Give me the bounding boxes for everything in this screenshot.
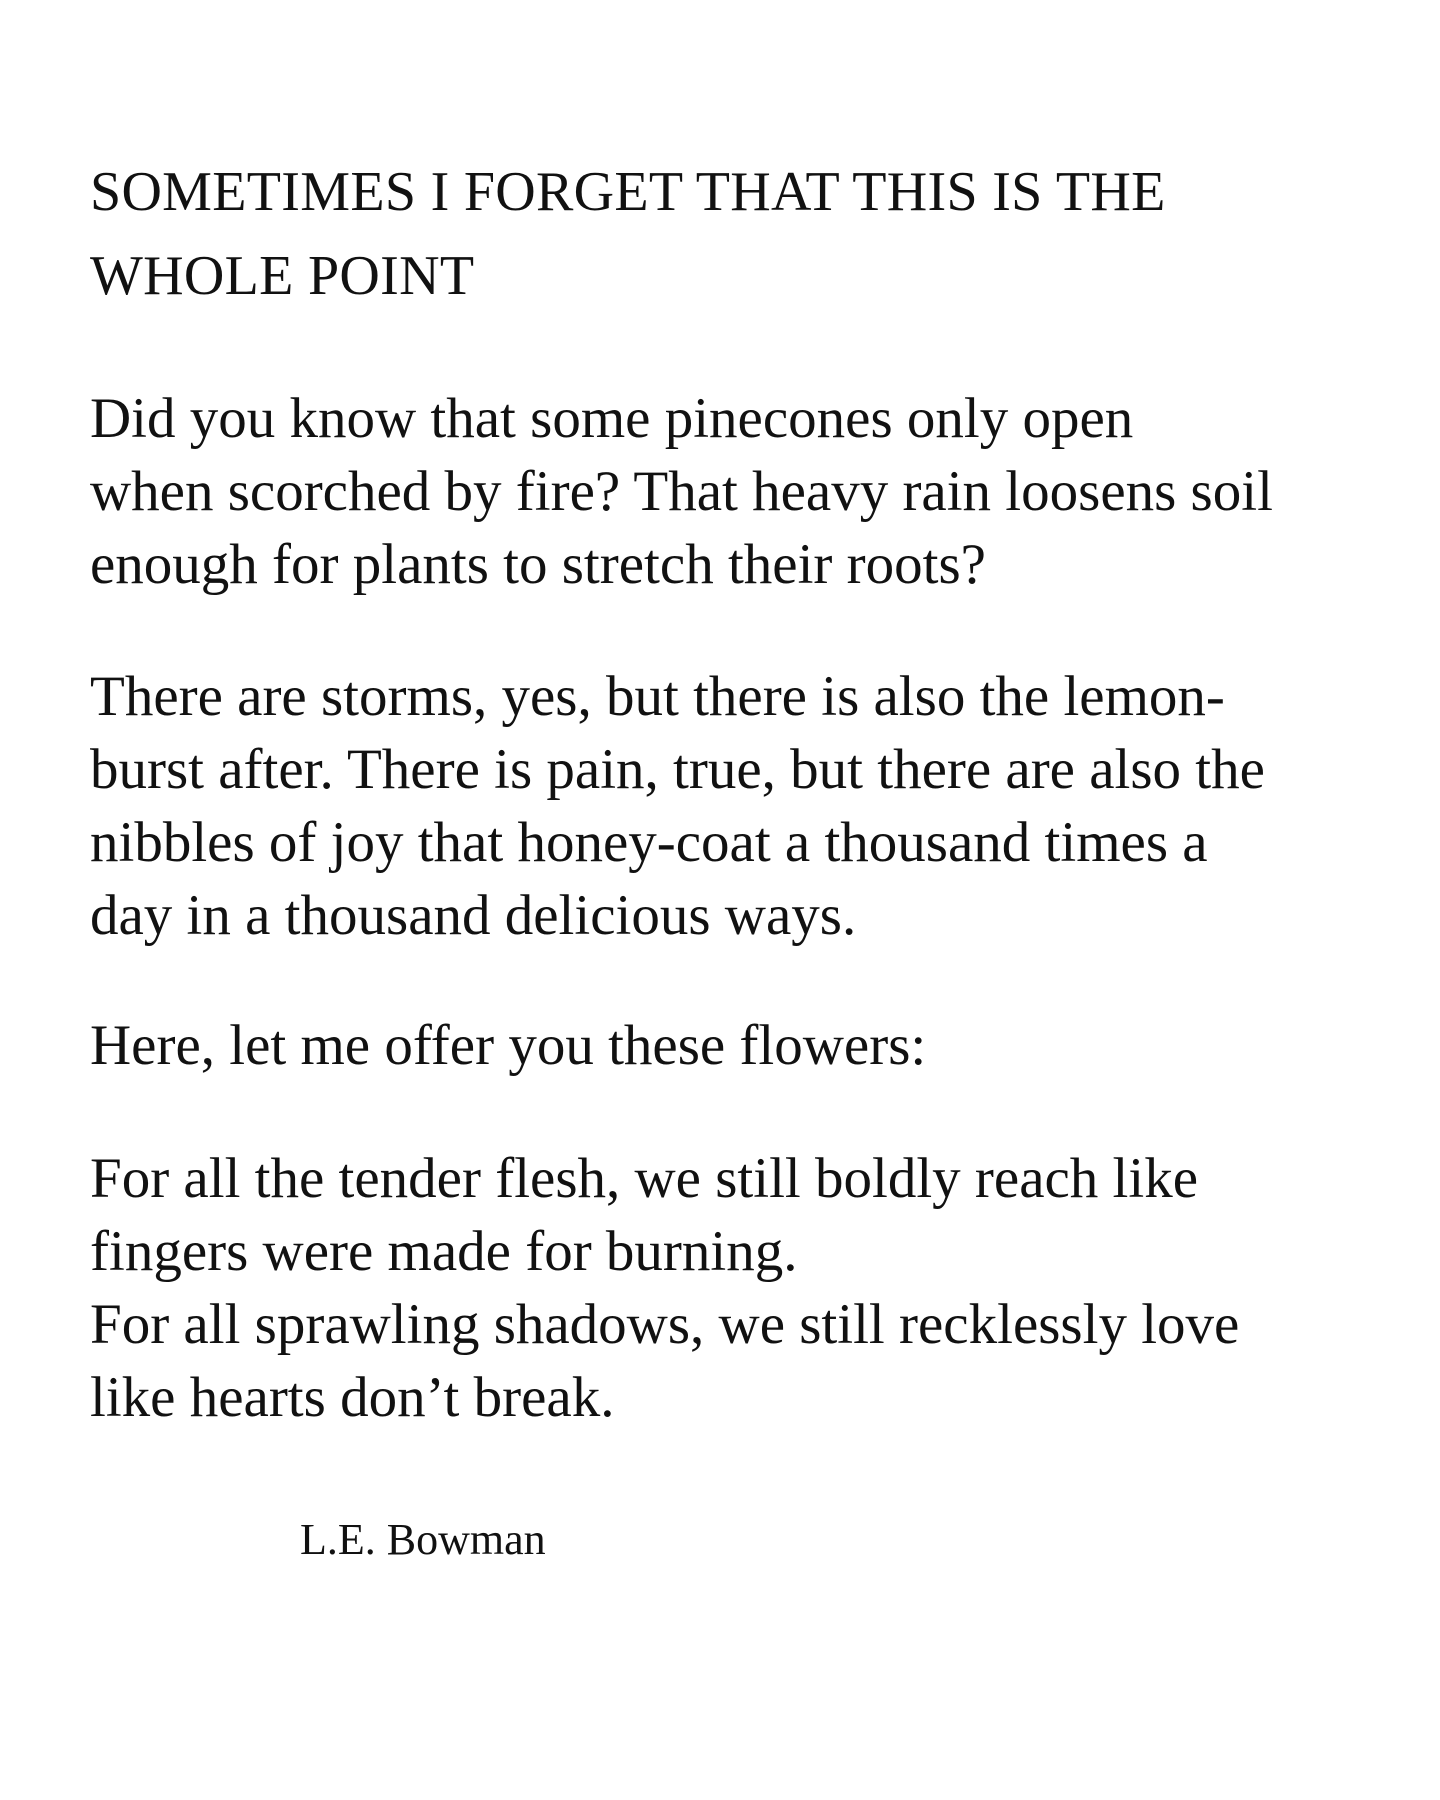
poem-title — [90, 150, 1390, 318]
poem-line: nibbles of joy that honey-coat a thousand times a — [90, 811, 1208, 874]
poem-line: day in a thousand delicious ways. — [90, 884, 857, 947]
author-name: L.E. Bowman — [300, 1515, 546, 1564]
poem-line: like hearts don’t break. — [90, 1366, 615, 1429]
poem-line: when scorched by fire? That heavy rain loosens soil — [90, 460, 1273, 523]
poem-line: For all the tender flesh, we still boldly reach like — [90, 1147, 1199, 1210]
title-line: SOMETIMES I FORGET THAT THIS IS THE — [90, 161, 1166, 223]
poem-line: For all sprawling shadows, we still recklessly love — [90, 1293, 1240, 1356]
stanza-1 — [90, 382, 1400, 601]
poem-line: There are storms, yes, but there is also the lemon- — [90, 665, 1225, 728]
poem-line: enough for plants to stretch their roots? — [90, 533, 986, 596]
poem-line: Did you know that some pinecones only open — [90, 387, 1134, 450]
stanza-2 — [90, 660, 1400, 952]
stanza-4 — [90, 1142, 1400, 1434]
stanza-3 — [90, 1009, 1400, 1082]
poem-line: fingers were made for burning. — [90, 1220, 798, 1283]
poem-line: burst after. There is pain, true, but there are also the — [90, 738, 1265, 801]
poem-line: Here, let me offer you these flowers: — [90, 1014, 927, 1077]
title-line: WHOLE POINT — [90, 245, 475, 307]
